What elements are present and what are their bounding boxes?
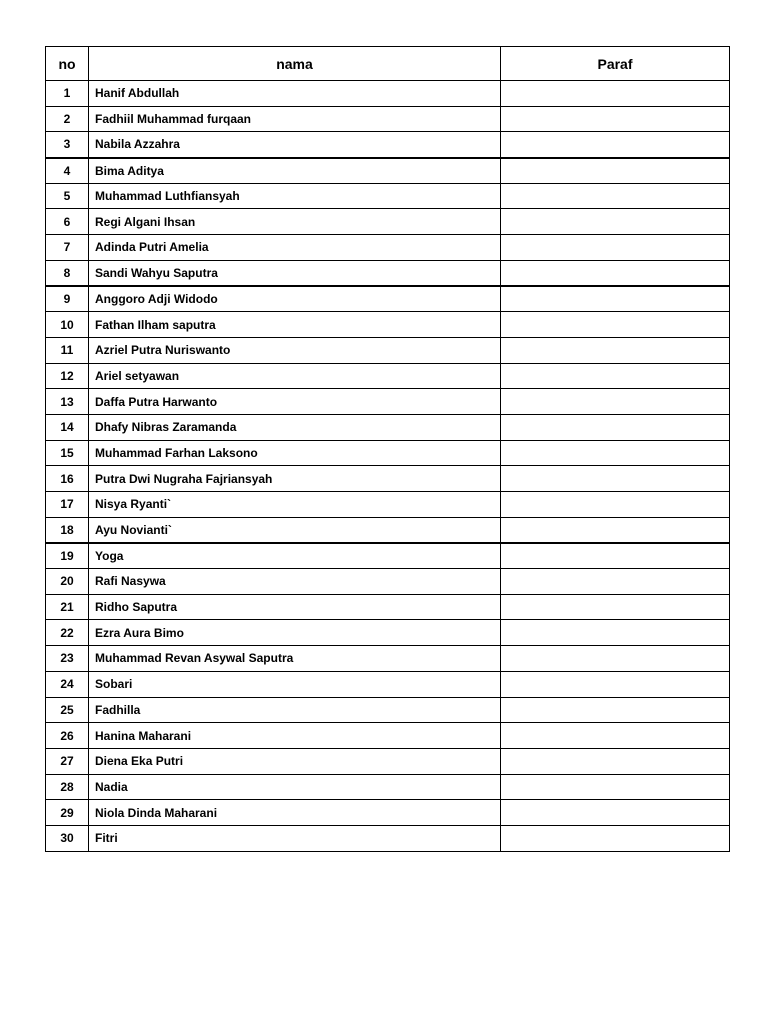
table-row — [46, 440, 730, 466]
paraf-cell[interactable] — [501, 723, 730, 749]
paraf-cell[interactable] — [501, 235, 730, 261]
student-name: Yoga — [89, 543, 501, 569]
row-number: 22 — [46, 620, 89, 646]
row-number: 15 — [46, 440, 89, 466]
table-row — [46, 723, 730, 749]
paraf-cell[interactable] — [501, 466, 730, 492]
student-name: Rafi Nasywa — [89, 569, 501, 595]
paraf-cell[interactable] — [501, 440, 730, 466]
student-name: Regi Algani Ihsan — [89, 209, 501, 235]
paraf-cell[interactable] — [501, 81, 730, 107]
paraf-cell[interactable] — [501, 697, 730, 723]
table-row — [46, 183, 730, 209]
table-row — [46, 414, 730, 440]
student-name: Niola Dinda Maharani — [89, 800, 501, 826]
row-number: 19 — [46, 543, 89, 569]
table-row — [46, 389, 730, 415]
table-row — [46, 492, 730, 518]
row-number: 3 — [46, 132, 89, 158]
student-name: Nadia — [89, 774, 501, 800]
row-number: 10 — [46, 312, 89, 338]
table-row — [46, 158, 730, 184]
paraf-cell[interactable] — [501, 825, 730, 851]
student-name: Ridho Saputra — [89, 594, 501, 620]
table-body — [46, 81, 730, 852]
paraf-cell[interactable] — [501, 774, 730, 800]
student-name: Fadhilla — [89, 697, 501, 723]
row-number: 2 — [46, 106, 89, 132]
table-row — [46, 260, 730, 286]
attendance-table — [45, 46, 730, 852]
table-row — [46, 825, 730, 851]
row-number: 20 — [46, 569, 89, 595]
student-name: Ayu Novianti` — [89, 517, 501, 543]
student-name: Ezra Aura Bimo — [89, 620, 501, 646]
paraf-cell[interactable] — [501, 158, 730, 184]
table-row — [46, 235, 730, 261]
row-number: 27 — [46, 748, 89, 774]
student-name: Hanif Abdullah — [89, 81, 501, 107]
row-number: 23 — [46, 646, 89, 672]
row-number: 12 — [46, 363, 89, 389]
table-row — [46, 671, 730, 697]
row-number: 29 — [46, 800, 89, 826]
student-name: Fitri — [89, 825, 501, 851]
table-row — [46, 286, 730, 312]
paraf-cell[interactable] — [501, 748, 730, 774]
row-number: 24 — [46, 671, 89, 697]
student-name: Hanina Maharani — [89, 723, 501, 749]
table-row — [46, 132, 730, 158]
table-row — [46, 106, 730, 132]
paraf-cell[interactable] — [501, 183, 730, 209]
paraf-cell[interactable] — [501, 286, 730, 312]
student-name: Muhammad Revan Asywal Saputra — [89, 646, 501, 672]
table-row — [46, 646, 730, 672]
row-number: 1 — [46, 81, 89, 107]
table-row — [46, 800, 730, 826]
row-number: 14 — [46, 414, 89, 440]
paraf-cell[interactable] — [501, 492, 730, 518]
table-row — [46, 337, 730, 363]
student-name: Nabila Azzahra — [89, 132, 501, 158]
table-row — [46, 363, 730, 389]
table-row — [46, 774, 730, 800]
paraf-cell[interactable] — [501, 569, 730, 595]
paraf-cell[interactable] — [501, 620, 730, 646]
table-row — [46, 81, 730, 107]
paraf-cell[interactable] — [501, 106, 730, 132]
student-name: Fadhiil Muhammad furqaan — [89, 106, 501, 132]
paraf-cell[interactable] — [501, 312, 730, 338]
table-header-row — [46, 47, 730, 81]
paraf-cell[interactable] — [501, 389, 730, 415]
header-paraf: Paraf — [501, 47, 730, 81]
row-number: 26 — [46, 723, 89, 749]
table-row — [46, 209, 730, 235]
paraf-cell[interactable] — [501, 671, 730, 697]
row-number: 6 — [46, 209, 89, 235]
table-row — [46, 620, 730, 646]
row-number: 7 — [46, 235, 89, 261]
student-name: Muhammad Luthfiansyah — [89, 183, 501, 209]
row-number: 25 — [46, 697, 89, 723]
paraf-cell[interactable] — [501, 209, 730, 235]
table-row — [46, 748, 730, 774]
table-row — [46, 594, 730, 620]
student-name: Nisya Ryanti` — [89, 492, 501, 518]
student-name: Diena Eka Putri — [89, 748, 501, 774]
table-row — [46, 466, 730, 492]
row-number: 5 — [46, 183, 89, 209]
student-name: Ariel setyawan — [89, 363, 501, 389]
row-number: 18 — [46, 517, 89, 543]
student-name: Dhafy Nibras Zaramanda — [89, 414, 501, 440]
paraf-cell[interactable] — [501, 543, 730, 569]
student-name: Daffa Putra Harwanto — [89, 389, 501, 415]
student-name: Bima Aditya — [89, 158, 501, 184]
table-row — [46, 517, 730, 543]
row-number: 11 — [46, 337, 89, 363]
row-number: 30 — [46, 825, 89, 851]
paraf-cell[interactable] — [501, 363, 730, 389]
row-number: 21 — [46, 594, 89, 620]
paraf-cell[interactable] — [501, 414, 730, 440]
paraf-cell[interactable] — [501, 337, 730, 363]
student-name: Sobari — [89, 671, 501, 697]
row-number: 13 — [46, 389, 89, 415]
paraf-cell[interactable] — [501, 800, 730, 826]
row-number: 9 — [46, 286, 89, 312]
paraf-cell[interactable] — [501, 517, 730, 543]
table-row — [46, 569, 730, 595]
student-name: Azriel Putra Nuriswanto — [89, 337, 501, 363]
table-row — [46, 543, 730, 569]
student-name: Anggoro Adji Widodo — [89, 286, 501, 312]
table-row — [46, 697, 730, 723]
student-name: Adinda Putri Amelia — [89, 235, 501, 261]
student-name: Putra Dwi Nugraha Fajriansyah — [89, 466, 501, 492]
paraf-cell[interactable] — [501, 594, 730, 620]
paraf-cell[interactable] — [501, 646, 730, 672]
student-name: Fathan Ilham saputra — [89, 312, 501, 338]
paraf-cell[interactable] — [501, 132, 730, 158]
row-number: 8 — [46, 260, 89, 286]
header-no: no — [46, 47, 89, 81]
header-nama: nama — [89, 47, 501, 81]
student-name: Muhammad Farhan Laksono — [89, 440, 501, 466]
table-row — [46, 312, 730, 338]
row-number: 16 — [46, 466, 89, 492]
student-name: Sandi Wahyu Saputra — [89, 260, 501, 286]
row-number: 28 — [46, 774, 89, 800]
row-number: 17 — [46, 492, 89, 518]
row-number: 4 — [46, 158, 89, 184]
paraf-cell[interactable] — [501, 260, 730, 286]
